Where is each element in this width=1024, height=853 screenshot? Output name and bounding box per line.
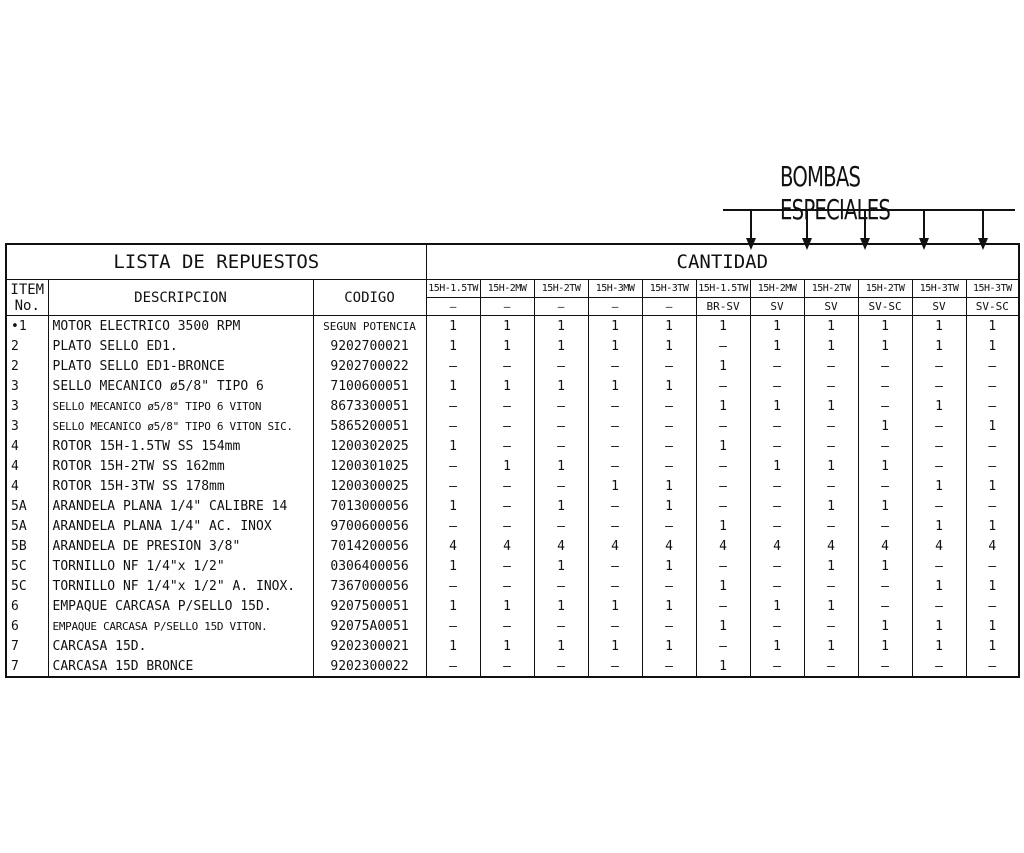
model-header: 15H-2MW [750, 280, 804, 298]
table-row [6, 316, 1019, 337]
quantity-cell: 1 [858, 616, 912, 636]
quantity-cell: — [858, 356, 912, 376]
quantity-cell: — [534, 656, 588, 677]
quantity-cell: 1 [480, 636, 534, 656]
item-number-cell: 4 [6, 476, 48, 496]
item-number-cell: 4 [6, 436, 48, 456]
quantity-cell: 1 [480, 376, 534, 396]
quantity-cell: — [426, 516, 480, 536]
table-row [6, 376, 1019, 396]
quantity-cell: 4 [804, 536, 858, 556]
quantity-cell: — [642, 576, 696, 596]
quantity-cell: 1 [642, 596, 696, 616]
quantity-cell: — [750, 476, 804, 496]
description-cell: EMPAQUE CARCASA P/SELLO 15D. [48, 596, 313, 616]
quantity-cell: 1 [696, 656, 750, 677]
quantity-cell: — [480, 516, 534, 536]
quantity-cell: 4 [480, 536, 534, 556]
quantity-cell: — [804, 376, 858, 396]
variant-header: SV-SC [858, 298, 912, 316]
quantity-cell: — [642, 436, 696, 456]
item-number-cell: 5C [6, 576, 48, 596]
variant-header: BR-SV [696, 298, 750, 316]
code-cell: 9202700021 [313, 336, 426, 356]
quantity-cell: 1 [534, 596, 588, 616]
model-header: 15H-1.5TW [696, 280, 750, 298]
quantity-cell: 1 [858, 496, 912, 516]
quantity-cell: 1 [426, 636, 480, 656]
quantity-cell: — [534, 476, 588, 496]
quantity-cell: 4 [534, 536, 588, 556]
quantity-cell: 1 [642, 636, 696, 656]
model-header: 15H-2MW [480, 280, 534, 298]
table-row [6, 596, 1019, 616]
quantity-cell: 1 [534, 336, 588, 356]
quantity-cell: 1 [912, 476, 966, 496]
code-cell: 7013000056 [313, 496, 426, 516]
description-cell: PLATO SELLO ED1-BRONCE [48, 356, 313, 376]
description-cell: CARCASA 15D BRONCE [48, 656, 313, 677]
quantity-cell: — [858, 476, 912, 496]
model-header: 15H-3TW [642, 280, 696, 298]
variant-header: SV [804, 298, 858, 316]
quantity-cell: 1 [858, 556, 912, 576]
item-number-cell: 4 [6, 456, 48, 476]
quantity-cell: 1 [588, 316, 642, 337]
quantity-cell: — [426, 396, 480, 416]
quantity-cell: 4 [750, 536, 804, 556]
quantity-cell: 4 [642, 536, 696, 556]
quantity-cell: — [588, 436, 642, 456]
quantity-cell: — [642, 516, 696, 536]
quantity-cell: 4 [426, 536, 480, 556]
quantity-cell: 1 [426, 596, 480, 616]
quantity-cell: — [696, 596, 750, 616]
code-cell: 9202300021 [313, 636, 426, 656]
table-row [6, 636, 1019, 656]
quantity-cell: — [858, 396, 912, 416]
variant-header: SV [750, 298, 804, 316]
quantity-cell: — [804, 576, 858, 596]
quantity-cell: — [858, 516, 912, 536]
quantity-cell: — [966, 376, 1019, 396]
quantity-cell: 1 [966, 476, 1019, 496]
quantity-cell: — [534, 356, 588, 376]
quantity-cell: 1 [750, 596, 804, 616]
quantity-cell: — [912, 596, 966, 616]
quantity-cell: — [480, 476, 534, 496]
quantity-cell: — [912, 496, 966, 516]
quantity-cell: 1 [912, 396, 966, 416]
quantity-cell: 1 [480, 456, 534, 476]
quantity-cell: — [642, 456, 696, 476]
quantity-cell: — [588, 456, 642, 476]
quantity-cell: 1 [534, 636, 588, 656]
model-header: 15H-3MW [588, 280, 642, 298]
quantity-cell: — [696, 556, 750, 576]
quantity-cell: 1 [534, 456, 588, 476]
quantity-cell: 1 [696, 356, 750, 376]
quantity-cell: 1 [912, 636, 966, 656]
description-cell: ARANDELA PLANA 1/4" CALIBRE 14 [48, 496, 313, 516]
code-header: CODIGO [313, 280, 426, 316]
quantity-cell: 1 [966, 616, 1019, 636]
quantity-cell: 1 [966, 636, 1019, 656]
quantity-cell: 4 [588, 536, 642, 556]
code-cell: 1200300025 [313, 476, 426, 496]
quantity-cell: 1 [642, 336, 696, 356]
variant-header: SV [912, 298, 966, 316]
quantity-cell: — [480, 616, 534, 636]
quantity-cell: 1 [642, 376, 696, 396]
quantity-cell: 1 [426, 496, 480, 516]
quantity-cell: — [966, 496, 1019, 516]
quantity-cell: — [966, 596, 1019, 616]
table-row [6, 336, 1019, 356]
quantity-cell: — [966, 396, 1019, 416]
quantity-cell: 1 [912, 316, 966, 337]
quantity-cell: — [750, 556, 804, 576]
quantity-cell: 4 [966, 536, 1019, 556]
item-number-cell: 7 [6, 636, 48, 656]
quantity-cell: — [750, 436, 804, 456]
code-cell: 5865200051 [313, 416, 426, 436]
item-number-cell: 3 [6, 416, 48, 436]
variant-header: — [534, 298, 588, 316]
quantity-cell: — [588, 556, 642, 576]
description-cell: TORNILLO NF 1/4"x 1/2" A. INOX. [48, 576, 313, 596]
quantity-cell: — [588, 496, 642, 516]
code-cell: 9700600056 [313, 516, 426, 536]
quantity-cell: 1 [966, 416, 1019, 436]
code-cell: 92075A0051 [313, 616, 426, 636]
quantity-cell: — [480, 436, 534, 456]
quantity-cell: 1 [480, 316, 534, 337]
quantity-cell: — [588, 656, 642, 677]
quantity-cell: — [858, 376, 912, 396]
quantity-cell: — [642, 396, 696, 416]
code-cell: 9207500051 [313, 596, 426, 616]
quantity-cell: 1 [750, 336, 804, 356]
quantity-cell: — [750, 356, 804, 376]
quantity-cell: — [534, 416, 588, 436]
quantity-cell: 4 [912, 536, 966, 556]
quantity-cell: 1 [480, 336, 534, 356]
quantity-cell: — [696, 476, 750, 496]
quantity-cell: — [966, 356, 1019, 376]
quantity-cell: 1 [912, 336, 966, 356]
quantity-cell: — [966, 556, 1019, 576]
quantity-cell: — [426, 476, 480, 496]
description-cell: ROTOR 15H-1.5TW SS 154mm [48, 436, 313, 456]
variant-header: — [642, 298, 696, 316]
quantity-cell: — [696, 636, 750, 656]
quantity-cell: 1 [696, 576, 750, 596]
variant-header: — [426, 298, 480, 316]
table-row [6, 356, 1019, 376]
quantity-cell: 1 [426, 556, 480, 576]
quantity-cell: 1 [480, 596, 534, 616]
model-header: 15H-2TW [858, 280, 912, 298]
special-pumps-title: BOMBAS ESPECIALES [780, 160, 891, 226]
quantity-cell: 1 [966, 316, 1019, 337]
item-number-cell: 2 [6, 356, 48, 376]
description-cell: SELLO MECANICO ø5/8" TIPO 6 VITON SIC. [48, 416, 313, 436]
description-cell: TORNILLO NF 1/4"x 1/2" [48, 556, 313, 576]
quantity-cell: 1 [804, 636, 858, 656]
quantity-cell: — [912, 376, 966, 396]
model-header: 15H-3TW [966, 280, 1019, 298]
quantity-cell: — [588, 356, 642, 376]
quantity-cell: 1 [642, 556, 696, 576]
item-number-cell: 2 [6, 336, 48, 356]
quantity-cell: 1 [858, 636, 912, 656]
table-row [6, 556, 1019, 576]
quantity-cell: — [696, 376, 750, 396]
quantity-cell: 1 [696, 396, 750, 416]
variant-header: — [588, 298, 642, 316]
quantity-cell: — [696, 456, 750, 476]
table-row [6, 396, 1019, 416]
quantity-cell: — [966, 456, 1019, 476]
quantity-cell: 1 [858, 316, 912, 337]
quantity-cell: — [804, 616, 858, 636]
quantity-cell: — [858, 596, 912, 616]
quantity-cell: — [534, 616, 588, 636]
quantity-cell: 1 [912, 576, 966, 596]
quantity-cell: 1 [696, 316, 750, 337]
quantity-cell: 1 [426, 436, 480, 456]
code-cell: 1200302025 [313, 436, 426, 456]
quantity-cell: 1 [750, 396, 804, 416]
description-cell: ARANDELA DE PRESION 3/8" [48, 536, 313, 556]
quantity-cell: — [858, 576, 912, 596]
quantity-cell: 1 [534, 556, 588, 576]
quantity-cell: — [588, 576, 642, 596]
quantity-cell: — [426, 656, 480, 677]
quantity-cell: 1 [804, 556, 858, 576]
quantity-cell: 1 [426, 336, 480, 356]
quantity-cell: — [426, 416, 480, 436]
item-number-cell: 3 [6, 396, 48, 416]
quantity-cell: — [426, 456, 480, 476]
quantity-cell: — [750, 376, 804, 396]
quantity-cell: — [912, 436, 966, 456]
description-cell: SELLO MECANICO ø5/8" TIPO 6 [48, 376, 313, 396]
quantity-cell: — [912, 416, 966, 436]
quantity-cell: — [534, 396, 588, 416]
quantity-cell: — [750, 656, 804, 677]
code-cell: 7367000056 [313, 576, 426, 596]
quantity-cell: — [426, 356, 480, 376]
table-row [6, 416, 1019, 436]
quantity-cell: — [480, 496, 534, 516]
variant-header: SV-SC [966, 298, 1019, 316]
quantity-cell: — [534, 576, 588, 596]
quantity-cell: — [804, 416, 858, 436]
description-cell: EMPAQUE CARCASA P/SELLO 15D VITON. [48, 616, 313, 636]
quantity-title: CANTIDAD [426, 244, 1019, 280]
description-cell: ARANDELA PLANA 1/4" AC. INOX [48, 516, 313, 536]
quantity-cell: — [696, 336, 750, 356]
quantity-cell: — [426, 616, 480, 636]
quantity-cell: 1 [588, 376, 642, 396]
quantity-cell: 1 [804, 496, 858, 516]
code-cell: 1200301025 [313, 456, 426, 476]
model-header: 15H-3TW [912, 280, 966, 298]
quantity-cell: 1 [426, 316, 480, 337]
quantity-cell: — [804, 356, 858, 376]
table-row [6, 536, 1019, 556]
table-row [6, 576, 1019, 596]
table-row [6, 616, 1019, 636]
quantity-cell: — [588, 396, 642, 416]
item-number-cell: 6 [6, 616, 48, 636]
quantity-cell: — [750, 516, 804, 536]
code-cell: 9202300022 [313, 656, 426, 677]
quantity-cell: — [750, 616, 804, 636]
quantity-cell: — [750, 576, 804, 596]
quantity-cell: — [642, 656, 696, 677]
quantity-cell: — [912, 656, 966, 677]
quantity-cell: 1 [804, 456, 858, 476]
description-cell: MOTOR ELECTRICO 3500 RPM [48, 316, 313, 337]
quantity-cell: 1 [966, 516, 1019, 536]
quantity-cell: 1 [966, 576, 1019, 596]
quantity-cell: — [642, 356, 696, 376]
spare-parts-list-title: LISTA DE REPUESTOS [6, 244, 426, 280]
item-number-cell: 5B [6, 536, 48, 556]
description-cell: PLATO SELLO ED1. [48, 336, 313, 356]
quantity-cell: — [912, 356, 966, 376]
model-header: 15H-2TW [534, 280, 588, 298]
quantity-cell: — [534, 516, 588, 536]
quantity-cell: — [750, 496, 804, 516]
table-row [6, 656, 1019, 677]
quantity-cell: — [858, 656, 912, 677]
item-number-cell: 5A [6, 516, 48, 536]
quantity-cell: — [480, 576, 534, 596]
quantity-cell: 1 [858, 456, 912, 476]
quantity-cell: 1 [858, 416, 912, 436]
code-cell: 0306400056 [313, 556, 426, 576]
quantity-cell: — [858, 436, 912, 456]
quantity-cell: — [480, 416, 534, 436]
quantity-cell: 1 [588, 596, 642, 616]
quantity-cell: 1 [642, 496, 696, 516]
item-number-header: ITEM No. [6, 280, 48, 316]
variant-header: — [480, 298, 534, 316]
quantity-cell: — [534, 436, 588, 456]
quantity-cell: — [804, 436, 858, 456]
quantity-cell: — [912, 456, 966, 476]
quantity-cell: — [804, 656, 858, 677]
quantity-cell: — [966, 436, 1019, 456]
quantity-cell: — [966, 656, 1019, 677]
description-cell: ROTOR 15H-2TW SS 162mm [48, 456, 313, 476]
description-cell: ROTOR 15H-3TW SS 178mm [48, 476, 313, 496]
item-number-cell: •1 [6, 316, 48, 337]
quantity-cell: 1 [804, 316, 858, 337]
quantity-cell: 1 [534, 496, 588, 516]
quantity-cell: — [588, 516, 642, 536]
quantity-cell: 4 [858, 536, 912, 556]
quantity-cell: 1 [696, 616, 750, 636]
quantity-cell: — [696, 416, 750, 436]
quantity-cell: — [750, 416, 804, 436]
quantity-cell: 1 [750, 456, 804, 476]
quantity-cell: — [480, 396, 534, 416]
quantity-cell: 1 [588, 336, 642, 356]
code-cell: 9202700022 [313, 356, 426, 376]
quantity-cell: 1 [426, 376, 480, 396]
quantity-cell: 1 [804, 396, 858, 416]
quantity-cell: — [642, 616, 696, 636]
item-number-cell: 5C [6, 556, 48, 576]
code-cell: 7100600051 [313, 376, 426, 396]
table-row [6, 516, 1019, 536]
quantity-cell: — [480, 556, 534, 576]
quantity-cell: 1 [696, 436, 750, 456]
model-header: 15H-2TW [804, 280, 858, 298]
quantity-cell: — [696, 496, 750, 516]
quantity-cell: — [804, 476, 858, 496]
quantity-cell: 1 [642, 316, 696, 337]
description-header: DESCRIPCION [48, 280, 313, 316]
quantity-cell: 1 [642, 476, 696, 496]
quantity-cell: 1 [804, 596, 858, 616]
quantity-cell: 1 [588, 636, 642, 656]
quantity-cell: — [480, 356, 534, 376]
table-row [6, 436, 1019, 456]
quantity-cell: 1 [912, 516, 966, 536]
code-cell: 8673300051 [313, 396, 426, 416]
spare-parts-table [5, 243, 1020, 678]
quantity-cell: 1 [534, 316, 588, 337]
quantity-cell: 4 [696, 536, 750, 556]
quantity-cell: 1 [750, 316, 804, 337]
item-number-cell: 3 [6, 376, 48, 396]
table-row [6, 496, 1019, 516]
code-cell: SEGUN POTENCIA [313, 316, 426, 337]
item-number-cell: 7 [6, 656, 48, 677]
quantity-cell: 1 [966, 336, 1019, 356]
item-number-cell: 5A [6, 496, 48, 516]
quantity-cell: — [588, 616, 642, 636]
code-cell: 7014200056 [313, 536, 426, 556]
quantity-cell: 1 [750, 636, 804, 656]
quantity-cell: 1 [696, 516, 750, 536]
quantity-cell: — [804, 516, 858, 536]
description-cell: SELLO MECANICO ø5/8" TIPO 6 VITON [48, 396, 313, 416]
quantity-cell: — [426, 576, 480, 596]
quantity-cell: 1 [534, 376, 588, 396]
model-header: 15H-1.5TW [426, 280, 480, 298]
table-row [6, 476, 1019, 496]
quantity-cell: 1 [912, 616, 966, 636]
item-number-cell: 6 [6, 596, 48, 616]
quantity-cell: 1 [588, 476, 642, 496]
description-cell: CARCASA 15D. [48, 636, 313, 656]
quantity-cell: — [912, 556, 966, 576]
quantity-cell: 1 [858, 336, 912, 356]
table-row [6, 456, 1019, 476]
quantity-cell: 1 [804, 336, 858, 356]
quantity-cell: — [588, 416, 642, 436]
quantity-cell: — [480, 656, 534, 677]
quantity-cell: — [642, 416, 696, 436]
